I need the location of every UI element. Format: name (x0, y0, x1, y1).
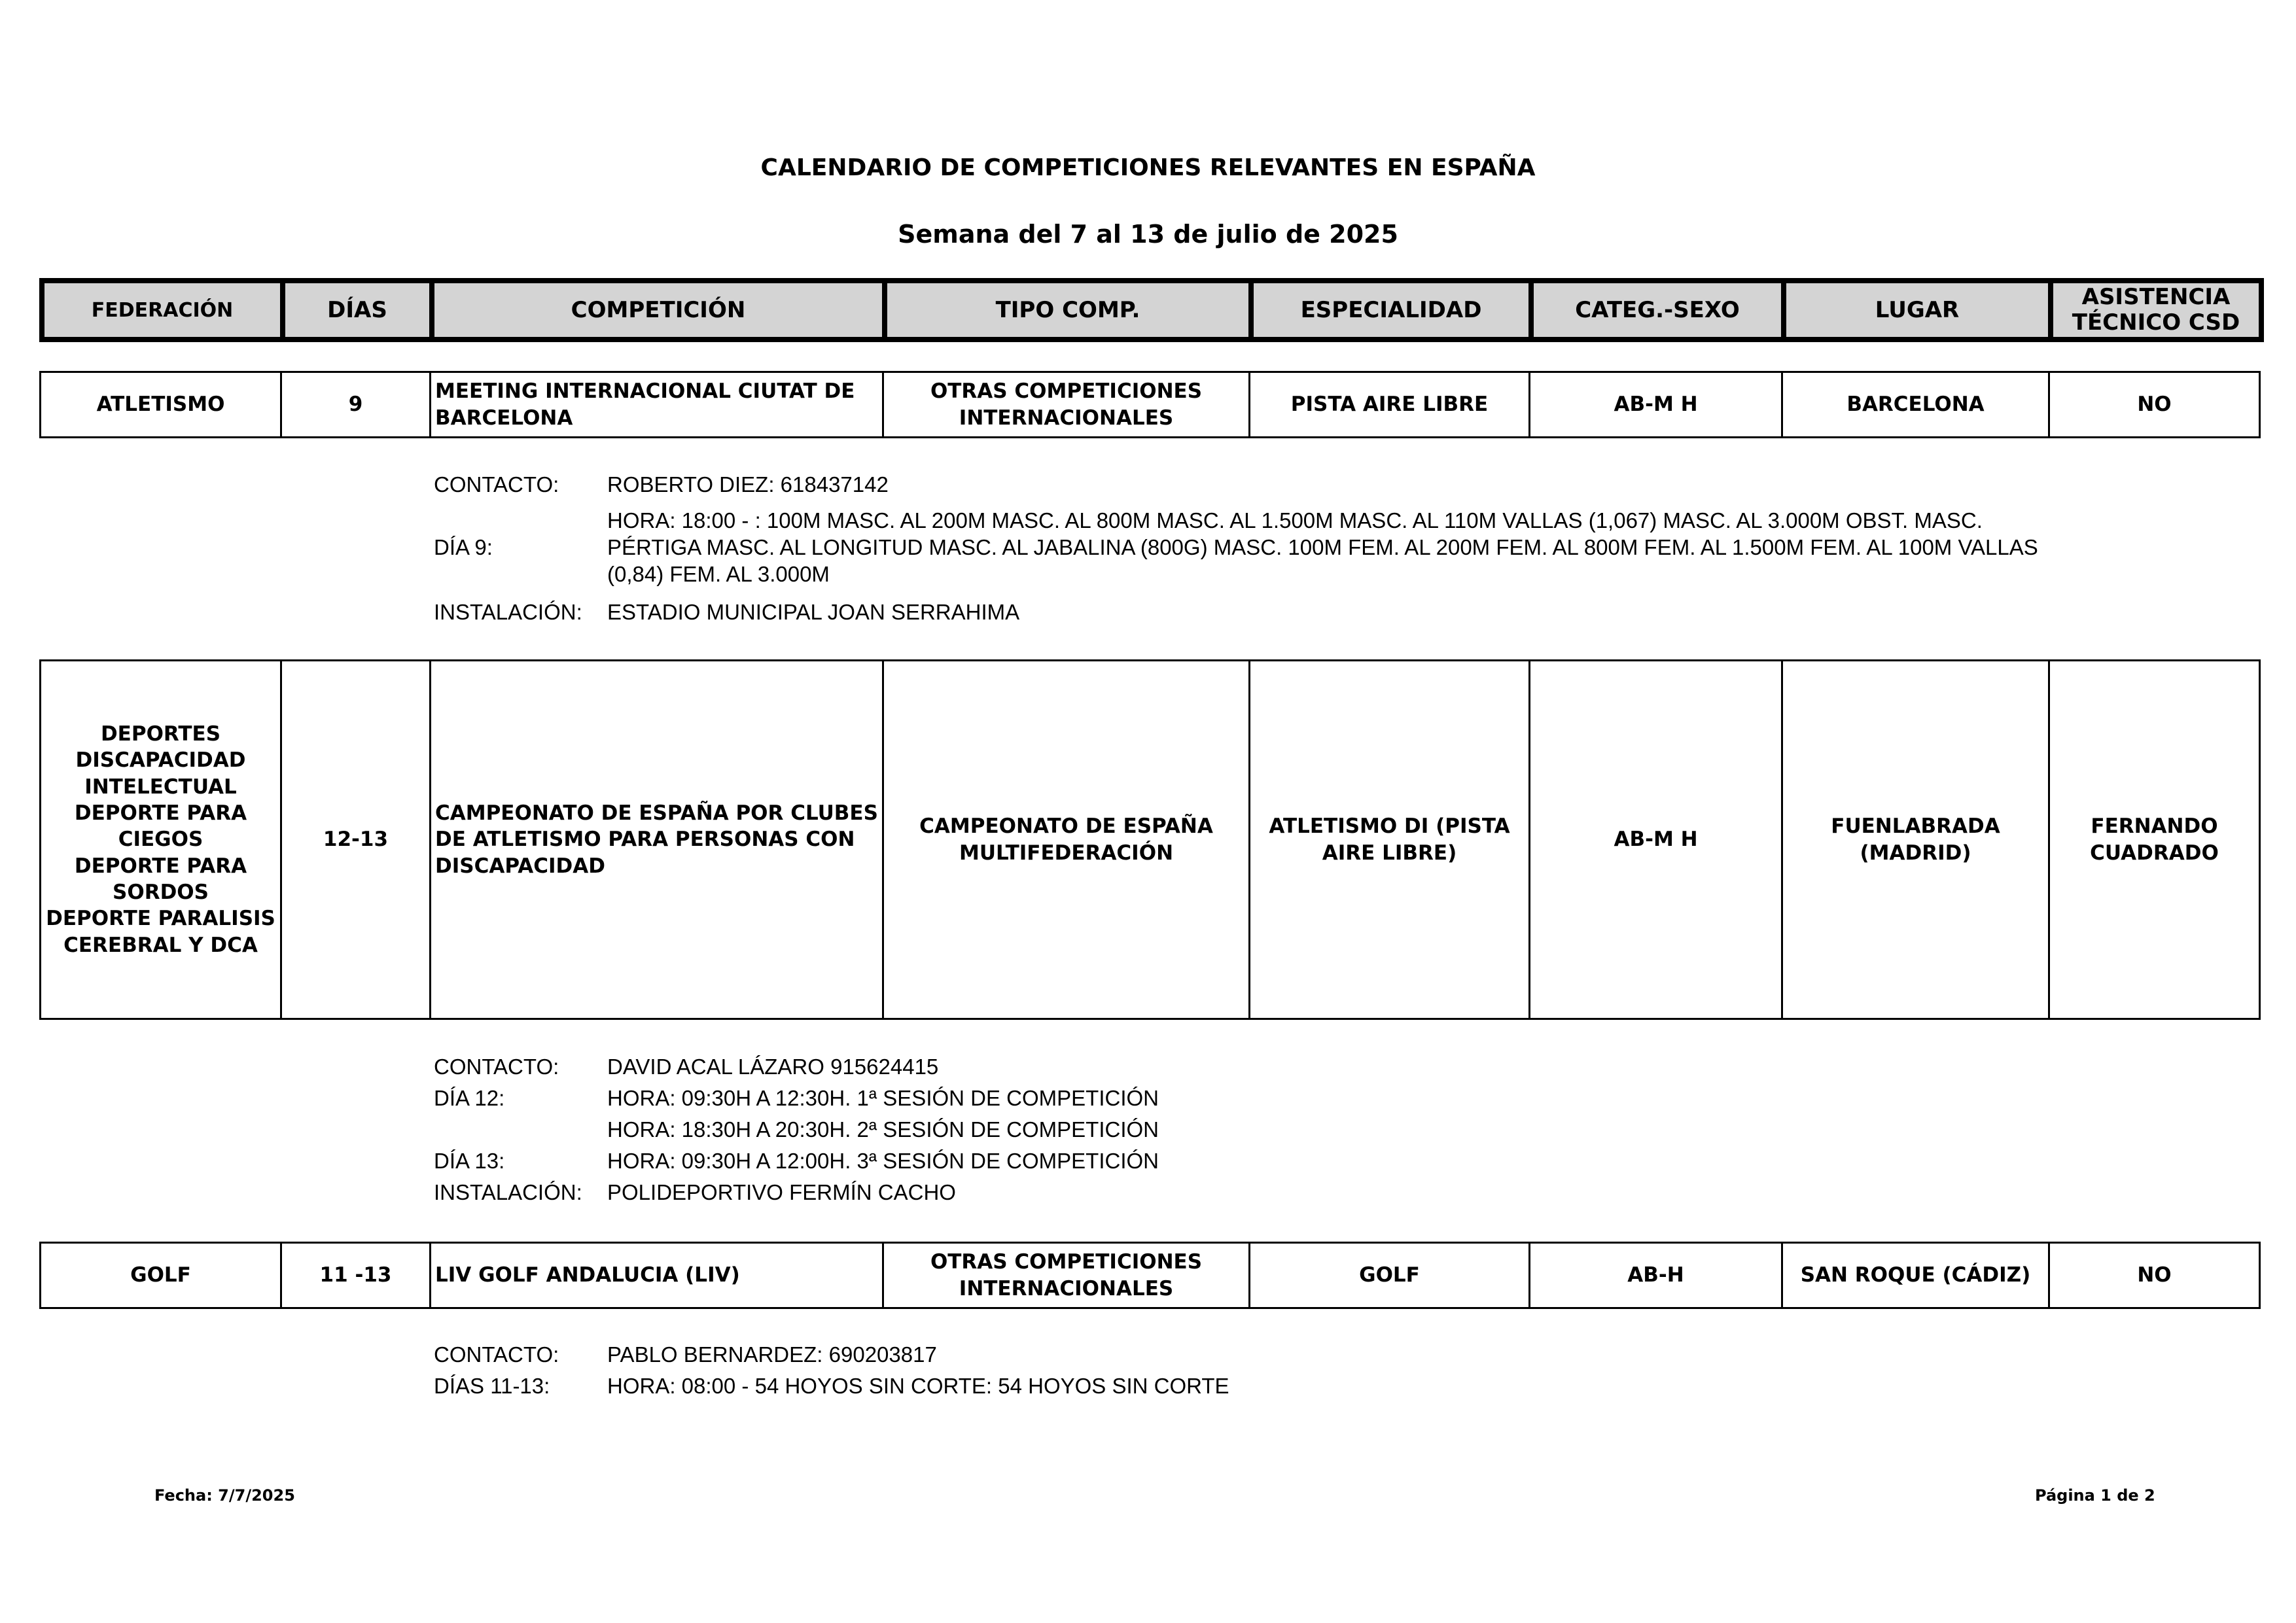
col-header-dias: DÍAS (283, 281, 432, 340)
detail-value: POLIDEPORTIVO FERMÍN CACHO (607, 1180, 956, 1204)
table-row (39, 371, 2261, 438)
col-header-especialidad: ESPECIALIDAD (1251, 281, 1531, 340)
cell-federacion (41, 661, 281, 1019)
footer-page-number: Página 1 de 2 (2035, 1486, 2155, 1505)
cell-dias: 12-13 (281, 661, 431, 1019)
table-row (39, 659, 2261, 1020)
detail-label: DÍA 13: (434, 1149, 505, 1173)
cell-especialidad: ATLETISMO DI (PISTA AIRE LIBRE) (1250, 661, 1530, 1019)
detail-value: ESTADIO MUNICIPAL JOAN SERRAHIMA (607, 600, 1020, 624)
cell-tipo: CAMPEONATO DE ESPAÑA MULTIFEDERACIÓN (883, 661, 1250, 1019)
cell-asistencia: NO (2049, 372, 2260, 438)
cell-tipo: OTRAS COMPETICIONES INTERNACIONALES (883, 372, 1250, 438)
cell-federacion: GOLF (41, 1243, 281, 1308)
table-header (39, 278, 2264, 342)
federacion-line: SORDOS (113, 880, 209, 904)
cell-categ: AB-H (1530, 1243, 1782, 1308)
document-subtitle: Semana del 7 al 13 de julio de 2025 (898, 220, 1398, 249)
detail-label: DÍA 9: (434, 535, 493, 559)
col-header-categ: CATEG.-SEXO (1531, 281, 1784, 340)
cell-competicion: CAMPEONATO DE ESPAÑA POR CLUBES DE ATLETISMO PARA PERSONAS CON DISCAPACIDAD (431, 661, 883, 1019)
cell-dias: 9 (281, 372, 431, 438)
col-header-lugar: LUGAR (1784, 281, 2051, 340)
col-header-asistencia: ASISTENCIA TÉCNICO CSD (2051, 281, 2261, 340)
detail-value-line: (0,84) FEM. AL 3.000M (607, 562, 830, 586)
detail-value-line: HORA: 18:00 - : 100M MASC. AL 200M MASC. AL 800M MASC. AL 1.500M MASC. AL 110M VALLAS (1,067) MASC. AL 3.000M OBST. MASC. (607, 508, 1983, 532)
cell-competicion: MEETING INTERNACIONAL CIUTAT DE BARCELONA (431, 372, 883, 438)
cell-lugar: FUENLABRADA (MADRID) (1782, 661, 2049, 1019)
detail-value: HORA: 18:30H A 20:30H. 2ª SESIÓN DE COMPETICIÓN (607, 1117, 1159, 1142)
federacion-line: DEPORTE PARA (74, 854, 247, 878)
cell-federacion: ATLETISMO (41, 372, 281, 438)
cell-asistencia: NO (2049, 1243, 2260, 1308)
federacion-line: CIEGOS (118, 828, 203, 852)
federacion-line: DEPORTES (100, 722, 221, 746)
footer-date: Fecha: 7/7/2025 (154, 1486, 295, 1505)
detail-label: CONTACTO: (434, 472, 559, 497)
detail-value: HORA: 09:30H A 12:30H. 1ª SESIÓN DE COMPETICIÓN (607, 1086, 1159, 1110)
detail-label: CONTACTO: (434, 1342, 559, 1367)
document-title: CALENDARIO DE COMPETICIONES RELEVANTES EN ESPAÑA (760, 154, 1536, 181)
cell-lugar: BARCELONA (1782, 372, 2049, 438)
federacion-line: INTELECTUAL (84, 775, 237, 799)
cell-competicion: LIV GOLF ANDALUCIA (LIV) (431, 1243, 883, 1308)
table-row (39, 1242, 2261, 1309)
cell-categ: AB-M H (1530, 661, 1782, 1019)
cell-asistencia: FERNANDO CUADRADO (2049, 661, 2260, 1019)
federacion-line: DEPORTE PARA (74, 801, 247, 826)
detail-label: DÍA 12: (434, 1086, 505, 1110)
federacion-line: DEPORTE PARALISIS (46, 907, 275, 931)
federacion-line: CEREBRAL Y DCA (63, 933, 258, 957)
detail-label: INSTALACIÓN: (434, 600, 582, 624)
detail-label: INSTALACIÓN: (434, 1180, 582, 1204)
detail-value: ROBERTO DIEZ: 618437142 (607, 472, 889, 497)
detail-value: DAVID ACAL LÁZARO 915624415 (607, 1055, 939, 1079)
cell-especialidad: GOLF (1250, 1243, 1530, 1308)
federacion-line: DISCAPACIDAD (75, 748, 246, 773)
detail-label: CONTACTO: (434, 1055, 559, 1079)
cell-lugar: SAN ROQUE (CÁDIZ) (1782, 1243, 2049, 1308)
detail-value: HORA: 08:00 - 54 HOYOS SIN CORTE: 54 HOYOS SIN CORTE (607, 1374, 1229, 1398)
detail-value: PABLO BERNARDEZ: 690203817 (607, 1342, 937, 1367)
col-header-tipo: TIPO COMP. (885, 281, 1251, 340)
cell-especialidad: PISTA AIRE LIBRE (1250, 372, 1530, 438)
detail-value-line: PÉRTIGA MASC. AL LONGITUD MASC. AL JABALINA (800G) MASC. 100M FEM. AL 200M FEM. AL 800M FEM. AL 1.500M FEM. AL 100M VALLAS (607, 535, 2038, 559)
detail-value: HORA: 09:30H A 12:00H. 3ª SESIÓN DE COMPETICIÓN (607, 1149, 1159, 1173)
detail-label: DÍAS 11-13: (434, 1374, 550, 1398)
col-header-competicion: COMPETICIÓN (432, 281, 885, 340)
cell-tipo: OTRAS COMPETICIONES INTERNACIONALES (883, 1243, 1250, 1308)
col-header-federacion: FEDERACIÓN (42, 281, 283, 340)
cell-dias: 11 -13 (281, 1243, 431, 1308)
cell-categ: AB-M H (1530, 372, 1782, 438)
